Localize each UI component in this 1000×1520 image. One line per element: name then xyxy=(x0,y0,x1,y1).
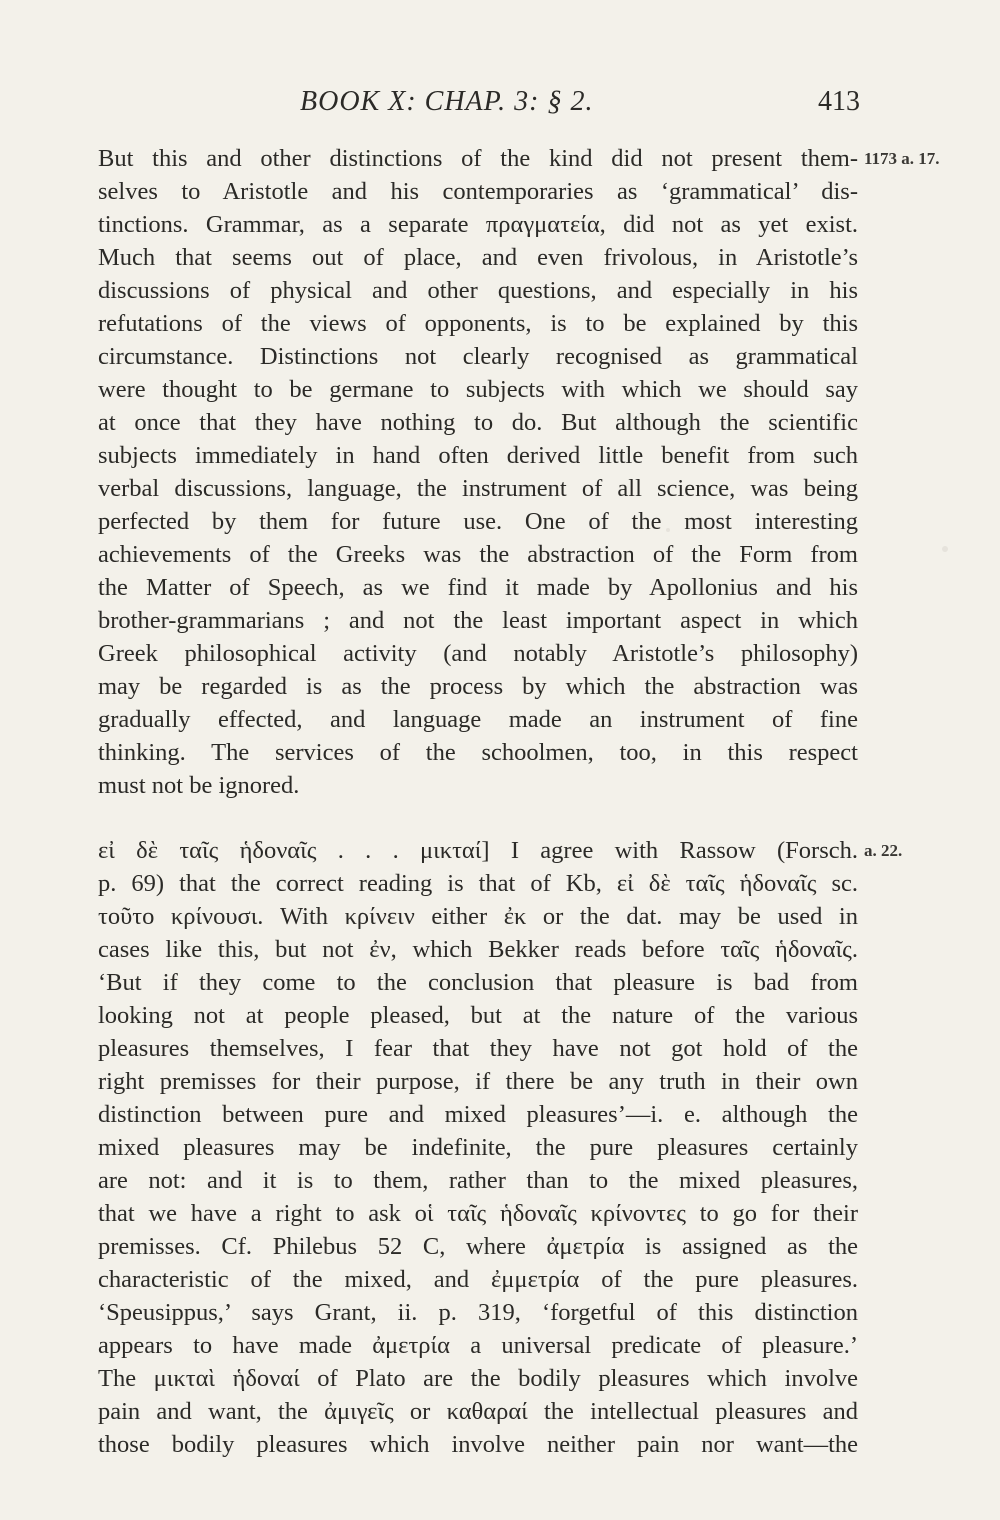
text-line: The μικταὶ ἡδοναί of Plato are the bodily pleasures which involve xyxy=(98,1365,858,1392)
text-line: perfected by them for future use. One of the most interesting xyxy=(98,508,858,535)
text-line: characteristic of the mixed, and ἐμμετρία of the pure pleasures. xyxy=(98,1266,858,1293)
margin-reference: a. 22. xyxy=(864,841,903,860)
text-line: that we have a right to ask οἱ ταῖς ἡδοναῖς κρίνοντες to go for their xyxy=(98,1200,858,1227)
text-line: But this and other distinctions of the kind did not present them- xyxy=(98,145,858,172)
text-line: right premisses for their purpose, if there be any truth in their own xyxy=(98,1068,858,1095)
text-line: those bodily pleasures which involve neither pain nor want—the xyxy=(98,1431,858,1458)
text-line: discussions of physical and other questions, and especially in his xyxy=(98,277,858,304)
text-line: ‘But if they come to the conclusion that pleasure is bad from xyxy=(98,969,858,996)
text-line: pain and want, the ἀμιγεῖς or καθαραί the intellectual pleasures and xyxy=(98,1398,858,1425)
text-line: looking not at people pleased, but at the nature of the various xyxy=(98,1002,858,1029)
text-line: tinctions. Grammar, as a separate πραγματεία, did not as yet exist. xyxy=(98,211,858,238)
text-line: mixed pleasures may be indefinite, the pure pleasures certainly xyxy=(98,1134,858,1161)
text-line: brother-grammarians ; and not the least important aspect in which xyxy=(98,607,858,634)
text-line: subjects immediately in hand often derived little benefit from such xyxy=(98,442,858,469)
text-line: cases like this, but not ἐν, which Bekker reads before ταῖς ἡδοναῖς. xyxy=(98,936,858,963)
margin-reference: 1173 a. 17. xyxy=(864,149,940,168)
text-line: verbal discussions, language, the instrument of all science, was being xyxy=(98,475,858,502)
text-line: distinction between pure and mixed pleasures’—i. e. although the xyxy=(98,1101,858,1128)
text-line: gradually effected, and language made an instrument of fine xyxy=(98,706,858,733)
text-line: the Matter of Speech, as we find it made by Apollonius and his xyxy=(98,574,858,601)
page-number: 413 xyxy=(818,86,860,117)
text-line: εἰ δὲ ταῖς ἡδοναῖς . . . μικταί] I agree with Rassow (Forsch. xyxy=(98,837,858,864)
text-line: ‘Speusippus,’ says Grant, ii. p. 319, ‘forgetful of this distinction xyxy=(98,1299,858,1326)
text-line: may be regarded is as the process by which the abstraction was xyxy=(98,673,858,700)
text-line: are not: and it is to them, rather than to the mixed pleasures, xyxy=(98,1167,858,1194)
text-line: circumstance. Distinctions not clearly recognised as grammatical xyxy=(98,343,858,370)
text-line: achievements of the Greeks was the abstraction of the Form from xyxy=(98,541,858,568)
paper-speck xyxy=(666,528,670,532)
running-title: BOOK X: CHAP. 3: § 2. xyxy=(300,86,594,117)
text-line: Much that seems out of place, and even frivolous, in Aristotle’s xyxy=(98,244,858,271)
text-line: p. 69) that the correct reading is that of Kb, εἰ δὲ ταῖς ἡδοναῖς sc. xyxy=(98,870,858,897)
text-line: premisses. Cf. Philebus 52 C, where ἀμετρία is assigned as the xyxy=(98,1233,858,1260)
text-line: thinking. The services of the schoolmen, too, in this respect xyxy=(98,739,858,766)
text-line: refutations of the views of opponents, is to be explained by this xyxy=(98,310,858,337)
text-line: were thought to be germane to subjects with which we should say xyxy=(98,376,858,403)
text-line: τοῦτο κρίνουσι. With κρίνειν either ἐκ or the dat. may be used in xyxy=(98,903,858,930)
text-line: pleasures themselves, I fear that they have not got hold of the xyxy=(98,1035,858,1062)
text-line: must not be ignored. xyxy=(98,772,300,799)
text-line: Greek philosophical activity (and notably Aristotle’s philosophy) xyxy=(98,640,858,667)
paper-speck xyxy=(942,546,948,552)
text-line: at once that they have nothing to do. But although the scientific xyxy=(98,409,858,436)
text-line: appears to have made ἀμετρία a universal predicate of pleasure.’ xyxy=(98,1332,858,1359)
text-line: selves to Aristotle and his contemporaries as ‘grammatical’ dis- xyxy=(98,178,858,205)
